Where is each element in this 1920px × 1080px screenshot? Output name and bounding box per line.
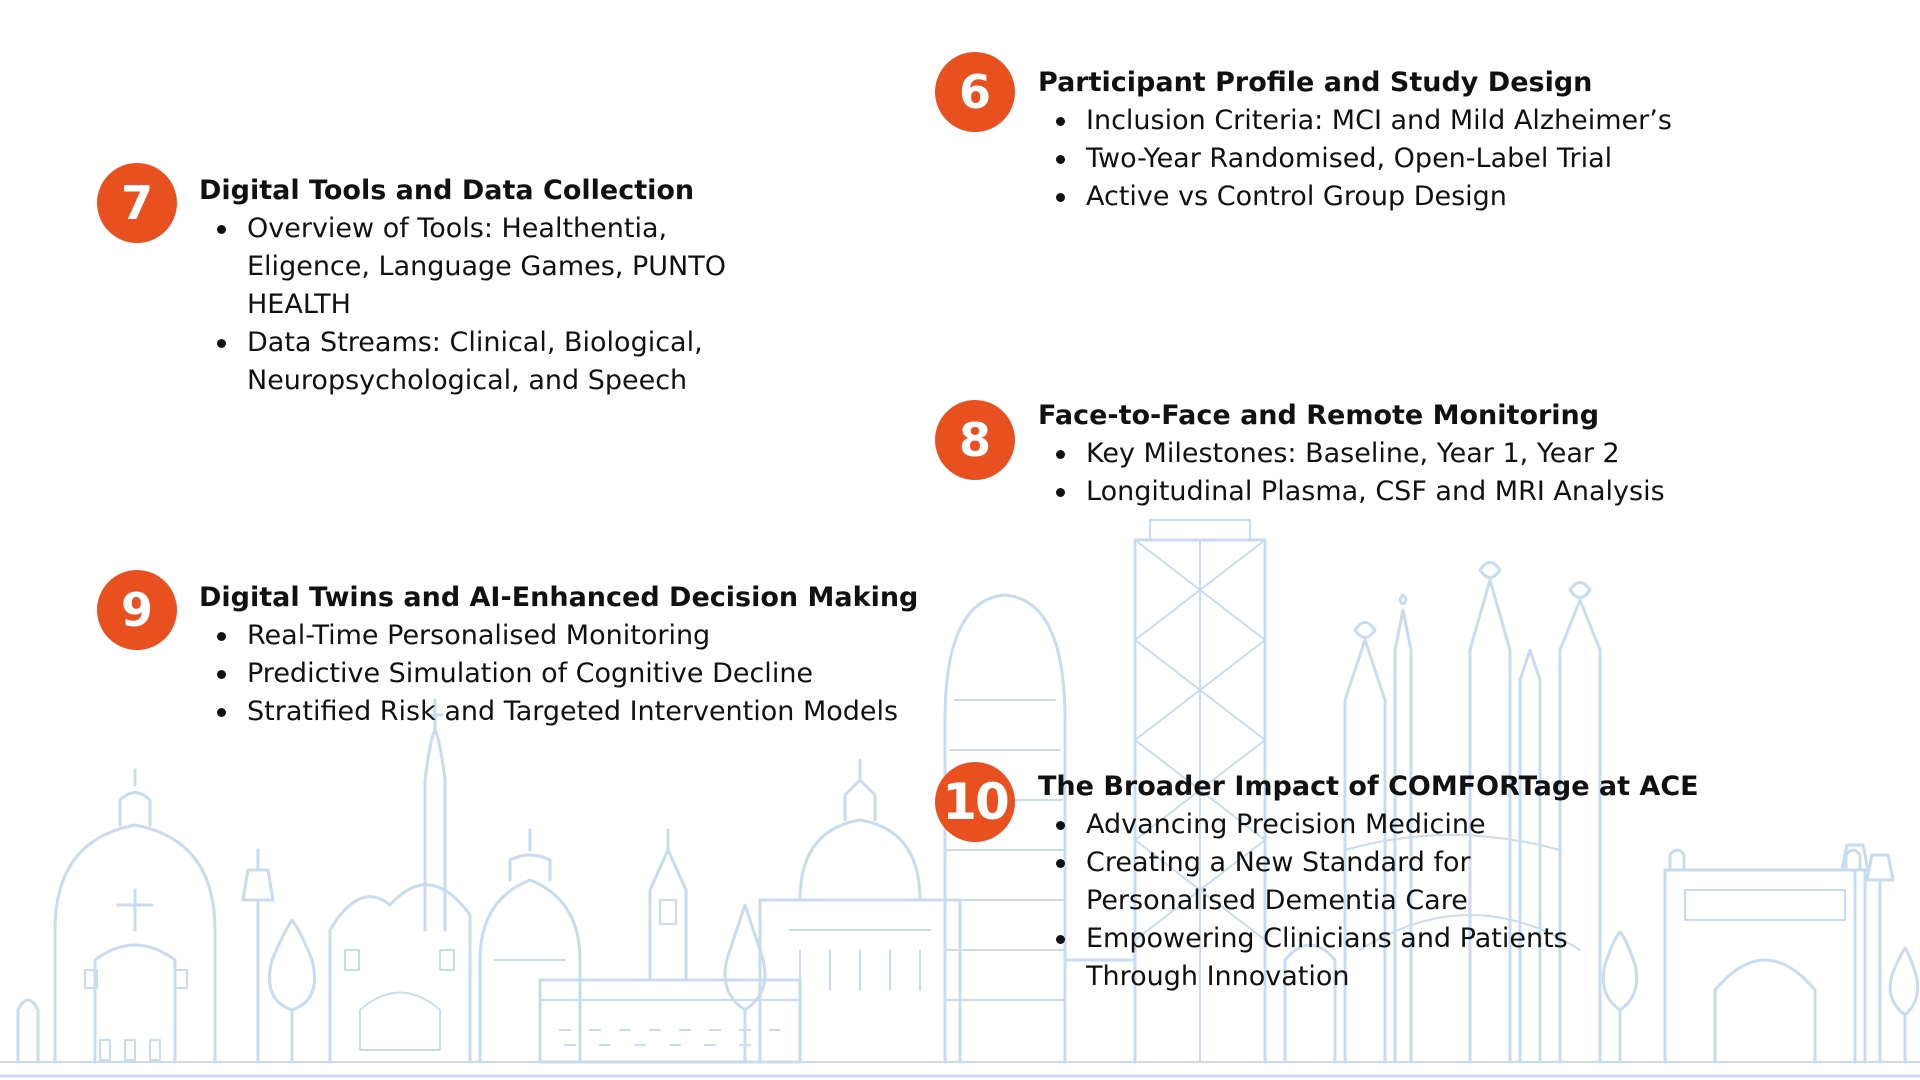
- section-title: Digital Twins and AI-Enhanced Decision Making: [199, 582, 919, 613]
- bullet-icon: [1056, 450, 1065, 459]
- section-number: 10: [942, 773, 1008, 831]
- list-item: Stratified Risk and Targeted Intervention Models: [200, 693, 920, 731]
- list-item: Active vs Control Group Design: [1039, 178, 1739, 216]
- list-item: Advancing Precision Medicine: [1039, 806, 1639, 844]
- section-number: 9: [120, 583, 153, 637]
- section-number-badge: [935, 762, 1015, 842]
- bullet-icon: [1056, 193, 1065, 202]
- bullet-icon: [1056, 821, 1065, 830]
- section-title: Face-to-Face and Remote Monitoring: [1038, 400, 1600, 431]
- section-number-badge: [97, 570, 177, 650]
- bullet-icon: [1056, 117, 1065, 126]
- list-item: Inclusion Criteria: MCI and Mild Alzheimer’s: [1039, 102, 1739, 140]
- list-item: Overview of Tools: Healthentia, Eligence, Language Games, PUNTO HEALTH: [200, 210, 790, 324]
- section-number: 6: [958, 65, 991, 119]
- bullet-icon: [1056, 155, 1065, 164]
- section-number-badge: [935, 52, 1015, 132]
- list-item: Creating a New Standard for Personalised Dementia Care: [1039, 844, 1639, 920]
- section-item-list: [1039, 806, 1639, 996]
- section-number-badge: [935, 400, 1015, 480]
- list-item: Data Streams: Clinical, Biological, Neuropsychological, and Speech: [200, 324, 790, 400]
- bullet-icon: [1056, 488, 1065, 497]
- bullet-icon: [217, 225, 226, 234]
- section-number: 8: [958, 413, 991, 467]
- bullet-icon: [217, 670, 226, 679]
- section-item-list: [200, 210, 790, 400]
- list-item: Longitudinal Plasma, CSF and MRI Analysis: [1039, 473, 1739, 511]
- list-item: Empowering Clinicians and Patients Through Innovation: [1039, 920, 1639, 996]
- bullet-icon: [217, 632, 226, 641]
- section-title: The Broader Impact of COMFORTage at ACE: [1038, 771, 1699, 802]
- bullet-icon: [1056, 935, 1065, 944]
- section-item-list: [200, 617, 920, 731]
- bullet-icon: [1056, 859, 1065, 868]
- section-number: 7: [120, 176, 153, 230]
- section-item-list: [1039, 102, 1739, 216]
- section-title: Participant Profile and Study Design: [1038, 67, 1593, 98]
- list-item: Predictive Simulation of Cognitive Decline: [200, 655, 920, 693]
- bullet-icon: [217, 708, 226, 717]
- bullet-icon: [217, 339, 226, 348]
- list-item: Key Milestones: Baseline, Year 1, Year 2: [1039, 435, 1739, 473]
- list-item: Real-Time Personalised Monitoring: [200, 617, 920, 655]
- section-title: Digital Tools and Data Collection: [199, 175, 695, 206]
- section-item-list: [1039, 435, 1739, 511]
- list-item: Two-Year Randomised, Open-Label Trial: [1039, 140, 1739, 178]
- section-number-badge: [97, 163, 177, 243]
